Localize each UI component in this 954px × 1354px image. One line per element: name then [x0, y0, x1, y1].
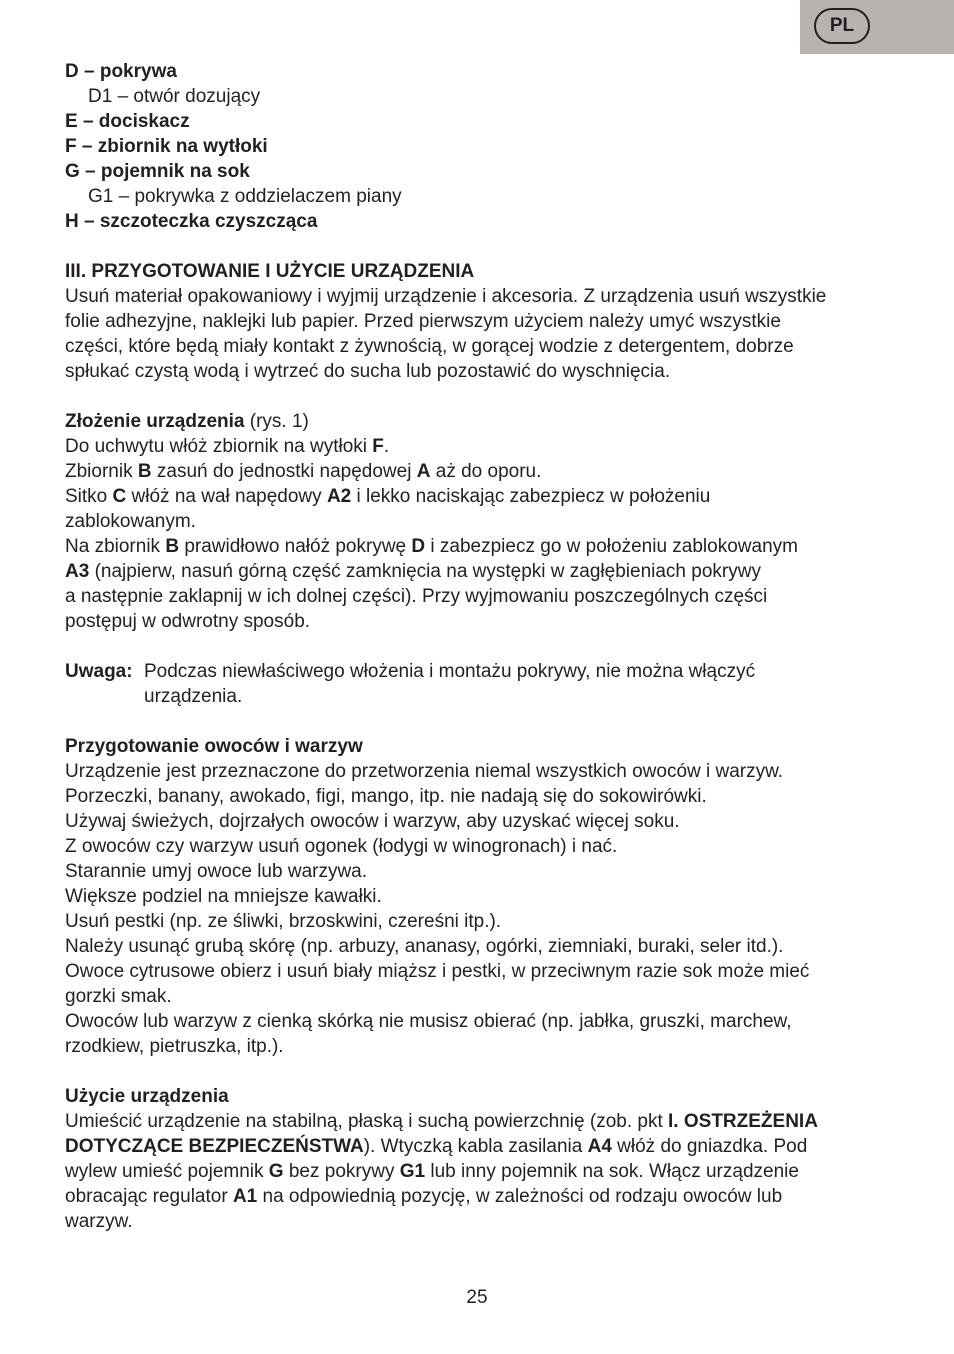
- section-device-use: [65, 1084, 895, 1234]
- page-number: 25: [466, 1287, 488, 1308]
- paragraph-line: gorzki smak.: [65, 986, 172, 1007]
- use-line: warzyw.: [65, 1211, 133, 1232]
- legend-item-d1: D1 – otwór dozujący: [88, 86, 261, 107]
- paragraph-line: Z owoców czy warzyw usuń ogonek (łodygi w winogronach) i nać.: [65, 836, 618, 857]
- note-text: Podczas niewłaściwego włożenia i montażu pokrywy, nie można włączyć: [144, 661, 756, 682]
- use-line: wylew umieść pojemnik G bez pokrywy G1 lub inny pojemnik na sok. Włącz urządzenie: [65, 1161, 799, 1182]
- section-preparation-use: [65, 259, 895, 384]
- legend-item-e: E – dociskacz: [65, 111, 190, 132]
- assembly-line: Na zbiornik B prawidłowo nałóż pokrywę D i zabezpiecz go w położeniu zablokowanym: [65, 536, 798, 557]
- paragraph-line: Większe podziel na mniejsze kawałki.: [65, 886, 382, 907]
- legend-item-d: D – pokrywa: [65, 61, 177, 82]
- assembly-line: a następnie zaklapnij w ich dolnej części). Przy wyjmowaniu poszczególnych części: [65, 586, 768, 607]
- section-fruit-preparation: [65, 734, 895, 1059]
- parts-legend: [65, 59, 895, 234]
- paragraph-line: Urządzenie jest przeznaczone do przetworzenia niemal wszystkich owoców i warzyw.: [65, 761, 784, 782]
- assembly-line: A3 (najpierw, nasuń górną część zamknięcia na występki w zagłębieniach pokrywy: [65, 561, 761, 582]
- use-line: DOTYCZĄCE BEZPIECZEŃSTWA). Wtyczką kabla zasilania A4 włóż do gniazdka. Pod: [65, 1136, 808, 1157]
- subheading: Użycie urządzenia: [65, 1086, 229, 1107]
- legend-item-h: H – szczoteczka czyszcząca: [65, 211, 318, 232]
- legend-item-g: G – pojemnik na sok: [65, 161, 250, 182]
- paragraph-line: Owoce cytrusowe obierz i usuń biały miąższ i pestki, w przeciwnym razie sok może mieć: [65, 961, 810, 982]
- paragraph-line: Usuń pestki (np. ze śliwki, brzoskwini, czereśni itp.).: [65, 911, 502, 932]
- section-heading: III. PRZYGOTOWANIE I UŻYCIE URZĄDZENIA: [65, 261, 475, 282]
- paragraph-line: Porzeczki, banany, awokado, figi, mango, itp. nie nadają się do sokowirówki.: [65, 786, 707, 807]
- subheading: Przygotowanie owoców i warzyw: [65, 736, 363, 757]
- paragraph-line: Należy usunąć grubą skórę (np. arbuzy, ananasy, ogórki, ziemniaki, buraki, seler itd.).: [65, 936, 784, 957]
- assembly-line: Sitko C włóż na wał napędowy A2 i lekko naciskając zabezpiecz w położeniu: [65, 486, 711, 507]
- assembly-title: [65, 409, 895, 434]
- paragraph-line: części, które będą miały kontakt z żywnością, w gorącej wodzie z detergentem, dobrze: [65, 336, 794, 357]
- language-tab: [800, 0, 954, 54]
- paragraph-line: folie adhezyjne, naklejki lub papier. Przed pierwszym użyciem należy umyć wszystkie: [65, 311, 781, 332]
- paragraph-line: Używaj świeżych, dojrzałych owoców i warzyw, aby uzyskać więcej soku.: [65, 811, 680, 832]
- paragraph-line: rzodkiew, pietruszka, itp.).: [65, 1036, 284, 1057]
- use-line: obracając regulator A1 na odpowiednią pozycję, w zależności od rodzaju owoców lub: [65, 1186, 783, 1207]
- paragraph-line: spłukać czystą wodą i wytrzeć do sucha lub pozostawić do wyschnięcia.: [65, 361, 671, 382]
- language-badge: PL: [814, 8, 870, 44]
- section-assembly: [65, 409, 895, 634]
- warning-note: [65, 659, 895, 709]
- use-line: Umieścić urządzenie na stabilną, płaską i suchą powierzchnię (zob. pkt I. OSTRZEŻENIA: [65, 1111, 818, 1132]
- figure-reference: (rys. 1): [244, 411, 309, 432]
- assembly-line: Do uchwytu włóż zbiornik na wytłoki F.: [65, 436, 390, 457]
- note-label: Uwaga:: [65, 661, 133, 682]
- subheading: Złożenie urządzenia: [65, 411, 245, 432]
- paragraph-line: Owoców lub warzyw z cienką skórką nie musisz obierać (np. jabłka, gruszki, marchew,: [65, 1011, 792, 1032]
- page-content: [65, 59, 895, 1234]
- legend-item-f: F – zbiornik na wytłoki: [65, 136, 268, 157]
- assembly-line: zablokowanym.: [65, 511, 196, 532]
- paragraph-line: Starannie umyj owoce lub warzywa.: [65, 861, 368, 882]
- assembly-line: postępuj w odwrotny sposób.: [65, 611, 311, 632]
- legend-item-g1: G1 – pokrywka z oddzielaczem piany: [88, 186, 402, 207]
- paragraph-line: Usuń materiał opakowaniowy i wyjmij urządzenie i akcesoria. Z urządzenia usuń wszystkie: [65, 286, 827, 307]
- note-text: urządzenia.: [144, 686, 243, 707]
- assembly-line: Zbiornik B zasuń do jednostki napędowej A aż do oporu.: [65, 461, 542, 482]
